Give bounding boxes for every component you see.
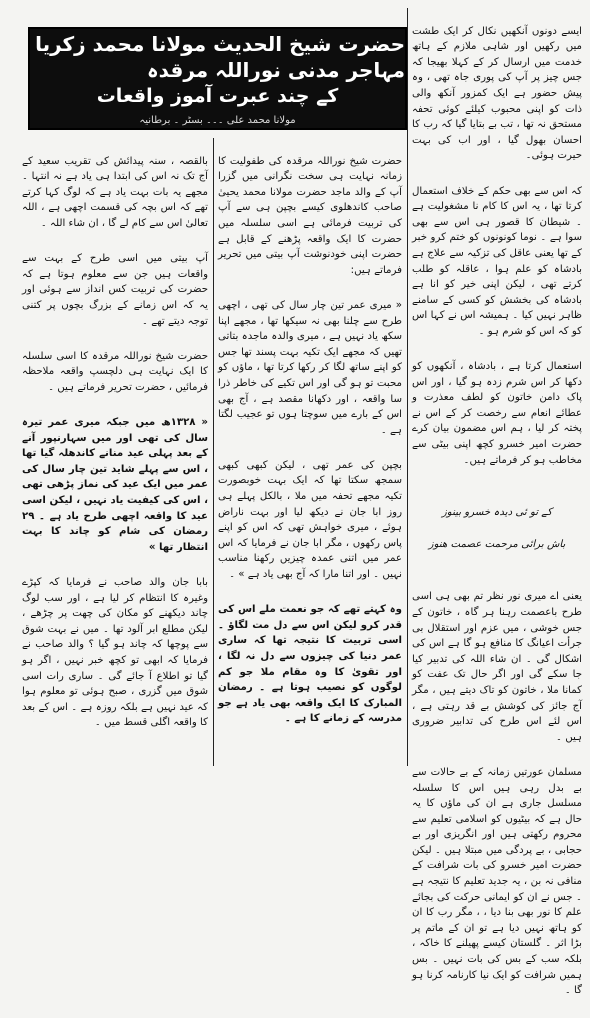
paragraph: کہ اس سے بھی حکم کے خلاف استعمال کرتا تھا ، یہ اس کا کام نا مشغولیت ہے ۔ شیطان کا قصور ہی اس سے بھی سوا ہے ۔ نوما کونونوں کو ختم کرو خبر کے تھا یعنی عاقل کی تزکیہ سے علاج ہے بادشاہ کو علم ہوا ، عاقلہ کو طلب کرتے تھی ، لیکن اپنی خیر کو انا ہے بادشاہ کی بخشش کو کسی کے سامنے ظاہر نہیں کیا ۔ ہمیشہ اس نے کہا اس کو کہ اس کو شرم ہو ۔	[412, 185, 582, 337]
paragraph: مسلمان عورتیں زمانہ کے بے حالات سے بے بدل رہی ہیں اس کا سلسلہ مسلسل جاری ہے ان کی ماؤں کا یہ حال ہے کہ بیٹیوں کو اسلامی تعلیم سے محروم رکھتی ہیں اور انگریزی اور بے حجابی ، بے پردگی میں مبتلا ہیں ۔ لیکن حضرت امیر خسرو کی بات شرافت کے منافی نہ بن ، یہ جدید تعلیم کا نتیجہ ہے ۔ جس نے ان کو ایمانی حرکت کی بجائے علم کا نور بھی بنا دیا ، ، مگر رب کا ان کو ہاتھ نہیں دیا ہے تو ان کے ماتم پر بڑا اثر ۔ گلستان کیسے پھیلنے کا خاکہ ، بلکہ سب کے بس کی بات نہیں ۔ بس ہمیں شرافت کو ایک نیا کارنامہ کرنا ہو گا ۔	[412, 766, 582, 997]
paragraph: بچپن کی عمر تھی ، لیکن کبھی کبھی سمجھ سکتا تھا کہ ایک بہت خوبصورت تکیہ مجھے تحفہ میں ملا ، بالکل پہلے ہی روز ابا جان نے دیکھ لیا اور بہت ناراض ہوئے ، میری خواہش تھی کہ اس کو اپنے پاس رکھوں ، مگر ابا جان نے فرمایا کہ اس عمر میں اتنی عمدہ چیزیں رکھنا مناسب نہیں ۔ اور اتنا مارا کہ آج بھی یاد ہے » ۔	[218, 459, 402, 581]
paragraph: حضرت شیخ نوراللہ مرقدہ کا اسی سلسلہ کا ایک نہایت ہی دلچسپ واقعہ ملاحظہ فرمائیں ، حضرت تحریر فرماتے ہیں ۔	[22, 350, 208, 393]
article-title-block	[28, 27, 407, 130]
paragraph: یعنی اے میری نور نظر تم بھی ہی اسی طرح باعصمت رہنا ہر گاہ ، خاتون کے جس خوشی ، میں عزم اور استقلال بی جرأت اعیانگ کا منافع ہو گا ہے اس کی اشکال گی ۔ ان شاء اللہ کی تدبیر کیا جا سکے گی اور اگر حال تک عفت کو کمانا ملا ، خاتون کو تاک دیتے ہیں ، مگر آج جائز کی کوشش بے قد رہتی ہے ، اس لئے اس طرح کی تدابیر ضروری ہیں ۔	[412, 591, 582, 743]
paragraph: استعمال کرتا ہے ، بادشاہ ، آنکھوں کو دکھا کر اس شرم زدہ ہو گیا ، اور اس پاک دامن خاتون کو لطف معذرت و عطائے انعام سے رخصت کر کے اس نے پختہ کر لیا ، ہم اس مضمون بیان کرے حضرت امیر خسرو کچھ اپنی بیٹی سے مخاطب ہو کر فرماتے ہیں۔	[412, 361, 582, 466]
poem-line: باش برائی مرحمت عصمت هنوز	[428, 538, 566, 550]
paragraph: بالقصہ ، سنہ پیدائش کی تقریب سعید کے آج تک نہ اس کی ابتدا ہی یاد ہے نہ انتہا ۔ مجھے یہ بات بہت یاد ہے کہ لوگ کہا کرتے تھے کہ اس بچہ کی قسمت اچھی ہے ، اللہ تعالیٰ اس سے کام لے گا ، ان شاء اللہ ۔	[22, 155, 208, 229]
paragraph: وہ کہتے تھے کہ جو نعمت ملے اس کی قدر کرو لیکن اس سے دل مت لگاؤ ۔ اسی تربیت کا نتیجہ تھا کہ ساری عمر دنیا کی چیزوں سے دل نہ لگا ، اور تقویٰ کا وہ مقام ملا جو کم لوگوں کو نصیب ہوتا ہے ۔ رمضان المبارک کا ایک واقعہ بھی یاد ہے جو مدرسہ کے زمانے کا ہے ۔	[218, 604, 402, 725]
author-byline: مولانا محمد علی ۔۔۔ بسٹر ۔ برطانیہ	[139, 115, 296, 126]
paragraph: « میری عمر تین چار سال کی تھی ، اچھی طرح سے چلنا بھی نہ سیکھا تھا ، مجھے اپنا سکھ یاد نہیں ہے ، میری والدہ ماجدہ بتاتی تھیں کہ مجھے ایک تکیہ بہت پسند تھا جس کو اپنے ساتھ لگا کر رکھا کرتا تھا ، ماؤں کو محبت تو ہو گی اور اس تکیے کی خاطر ذرا سا واقعہ ، اور دکھانا مقصد ہے ، آج بھی اس کے بارے میں سوچتا ہوں تو عجیب لگتا ہے ۔	[218, 299, 402, 436]
paragraph: حضرت شیخ نوراللہ مرقدہ کی طفولیت کا زمانہ نہایت ہی سخت نگرانی میں گزرا آپ کے والد ماجد حضرت مولانا محمد یحییٰ صاحب کاندھلوی کیسے بچپن ہی سے آپ کی تربیت فرمائی ہے اسی سلسلہ میں حضرت کا ایک واقعہ پڑھنے کے قابل ہے حضرت اپنی خودنوشت آپ بیتی میں تحریر فرماتے ہیں:	[218, 155, 402, 276]
middle-column	[218, 138, 402, 747]
article-subtitle: کے چند عبرت آموز واقعات	[96, 85, 339, 107]
left-column	[22, 138, 208, 751]
paragraph: آپ بیتی میں اسی طرح کے بہت سے واقعات ہیں جن سے معلوم ہوتا ہے کہ حضرت کی تربیت کس انداز سے ہوئی اور یہ کہ اس زمانے کے بزرگ بچوں پر کتنی توجہ دیتے تھے ۔	[22, 253, 208, 327]
paragraph: ایسے دونوں آنکھیں نکال کر ایک طشت میں رکھیں اور شاہی ملازم کے ہاتھ خدمت میں ارسال کر کے کہلا بھیجا کہ جس چیز پر آپ کی پوری جاہ تھی ، وہ پیش حضور ہے ایک کمزور آنکھ والی ذات کو اپنی محبوب کیلئے کوئی تحفہ مستحق نہ تھا ، تب بے بتایا گیا کہ رب کا احسان بھول گیا ، اور اب کی بہت حیرت ہوئی۔	[412, 25, 582, 162]
column-divider	[213, 138, 214, 766]
poem-line: کے تو ئی دیدہ خسرو بینوز	[441, 507, 553, 519]
column-divider	[407, 8, 408, 766]
article-title: حضرت شیخ الحدیث مولانا محمد زکریا مہاجر مدنی نوراللہ مرقدہ	[35, 32, 405, 82]
poem-verse	[412, 490, 582, 568]
right-column	[412, 8, 582, 1018]
paragraph: « ۱۳۲۸ھ میں جبکہ میری عمر تیرہ سال کی تھی اور میں سہارنپور آنے کے بعد پہلی عید منانے کاندھلہ گیا تھا ، اس سے پہلے شاید تین چار سال کی عمر میں ایک عید کی نماز پڑھی تھی ، اس کی کیفیت یاد نہیں ، لیکن اسی عید کا واقعہ اچھی طرح یاد ہے ۔ ۲۹ رمضان کی شام کو چاند کا بہت انتظار تھا »	[22, 417, 208, 553]
paragraph: بابا جان والد صاحب نے فرمایا کہ کپڑے وغیرہ کا انتظام کر لیا ہے ، اور سب لوگ چاند دیکھنے کو مکان کی چھت پر چڑھے ، لیکن مطلع ابر آلود تھا ۔ میں نے بہت شوق سے پوچھا کہ چاند ہو گیا ؟ والد صاحب نے فرمایا کہ ابھی تو کچھ خبر نہیں ، اگر ہو گیا تو اطلاع آ جائے گی ۔ ساری رات اسی شوق میں گزری ، صبح ہوئی تو معلوم ہوا کہ عید نہیں ہے بلکہ روزہ ہے ۔ اس کے بعد کا واقعہ اگلی قسط میں ۔	[22, 577, 208, 729]
